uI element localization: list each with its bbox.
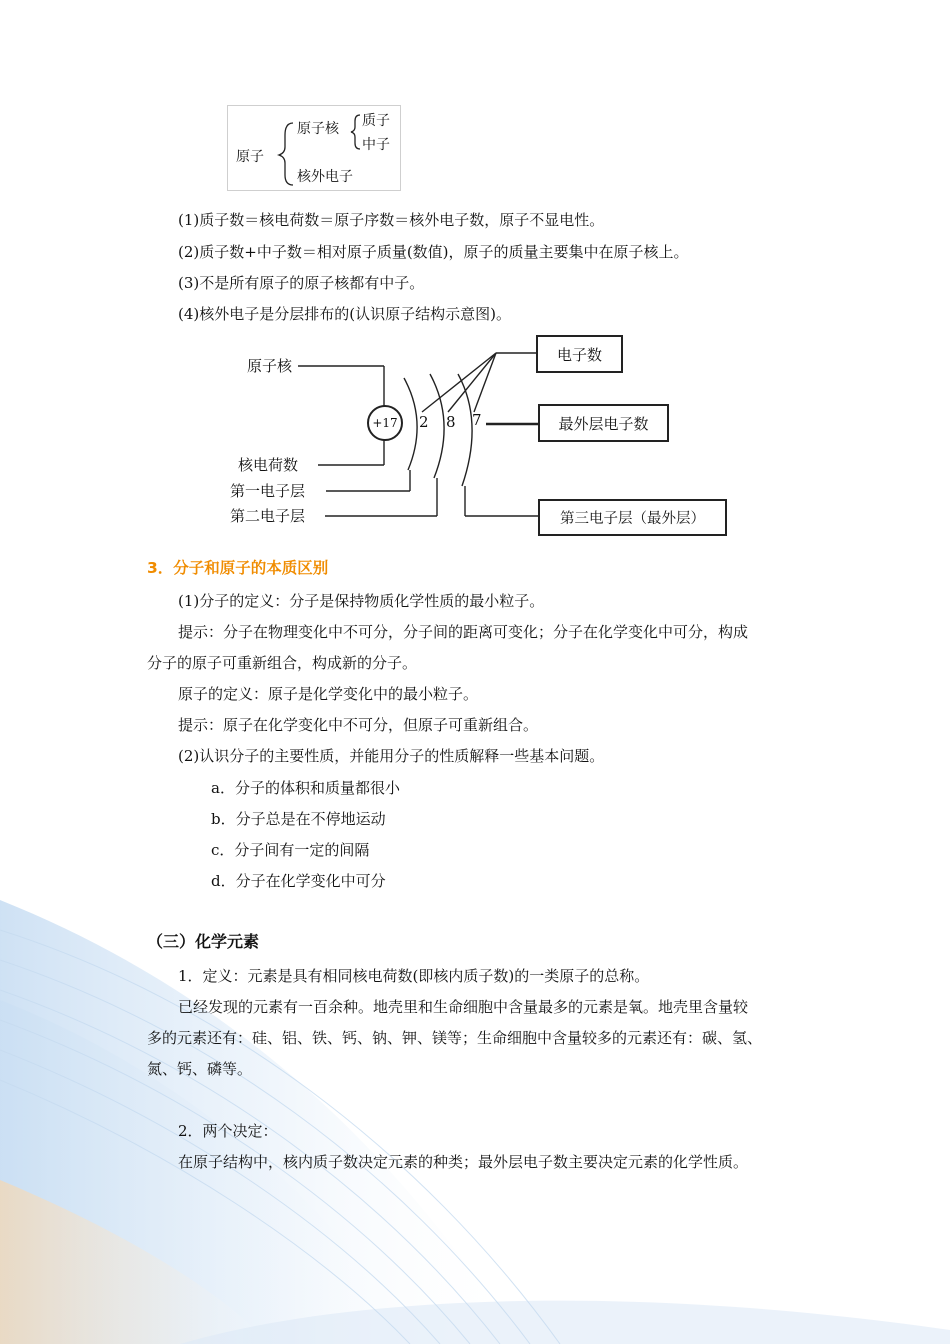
elements-line: 在原子结构中，核内质子数决定元素的种类；最外层电子数主要决定元素的化学性质。 [178,1153,749,1171]
molecule-property-item: a．分子的体积和质量都很小 [211,779,400,797]
shell-value: 7 [472,411,482,429]
outermost-electron-box: 最外层电子数 [538,404,669,442]
section-3-line: (2)认识分子的主要性质，并能用分子的性质解释一些基本问题。 [178,747,605,765]
structure-electron-label: 核外电子 [297,169,353,185]
first-shell-label: 第一电子层 [230,482,306,500]
structure-nucleus-label: 原子核 [297,121,339,137]
molecule-property-item: d．分子在化学变化中可分 [211,872,386,890]
elements-line: 多的元素还有：硅、铝、铁、钙、钠、钾、镁等；生命细胞中含量较多的元素还有：碳、氢、 [147,1029,763,1047]
section-3-line: 原子的定义：原子是化学变化中的最小粒子。 [178,685,479,703]
section-3-line: 分子的原子可重新组合，构成新的分子。 [147,654,418,672]
elements-line: 2．两个决定： [178,1122,278,1140]
elements-line: 1．定义：元素是具有相同核电荷数(即核内质子数)的一类原子的总称。 [178,967,650,985]
section-3-heading: 3．分子和原子的本质区别 [147,559,329,577]
electron-count-box: 电子数 [536,335,623,373]
elements-line: 已经发现的元素有一百余种。地壳里和生命细胞中含量最多的元素是氧。地壳里含量较 [178,998,749,1016]
elements-section-heading: （三）化学元素 [147,932,260,951]
elements-line: 氮、钙、磷等。 [147,1060,253,1078]
atom-fact: (2)质子数+中子数＝相对原子质量(数值)，原子的质量主要集中在原子核上。 [178,243,689,261]
section-3-line: (1)分子的定义：分子是保持物质化学性质的最小粒子。 [178,592,545,610]
structure-atom-label: 原子 [236,149,264,165]
nucleus-circle: +17 [367,405,403,441]
molecule-property-item: c．分子间有一定的间隔 [211,841,370,859]
structure-neutron-label: 中子 [362,137,390,153]
shell-value: 8 [446,413,456,431]
atom-fact: (1)质子数＝核电荷数＝原子序数＝核外电子数，原子不显电性。 [178,211,605,229]
atom-fact: (3)不是所有原子的原子核都有中子。 [178,274,425,292]
nuclear-charge-label: 核电荷数 [238,456,299,474]
second-shell-label: 第二电子层 [230,507,306,525]
section-3-line: 提示：分子在物理变化中不可分，分子间的距离可变化；分子在化学变化中可分，构成 [178,623,749,641]
molecule-property-item: b．分子总是在不停地运动 [211,810,386,828]
atom-schematic-lines [0,330,950,550]
third-shell-box: 第三电子层（最外层） [538,499,727,536]
structure-proton-label: 质子 [362,113,390,129]
nucleus-label: 原子核 [247,357,293,375]
section-3-line: 提示：原子在化学变化中不可分，但原子可重新组合。 [178,716,539,734]
shell-value: 2 [419,413,429,431]
atom-fact: (4)核外电子是分层排布的(认识原子结构示意图)。 [178,305,511,323]
